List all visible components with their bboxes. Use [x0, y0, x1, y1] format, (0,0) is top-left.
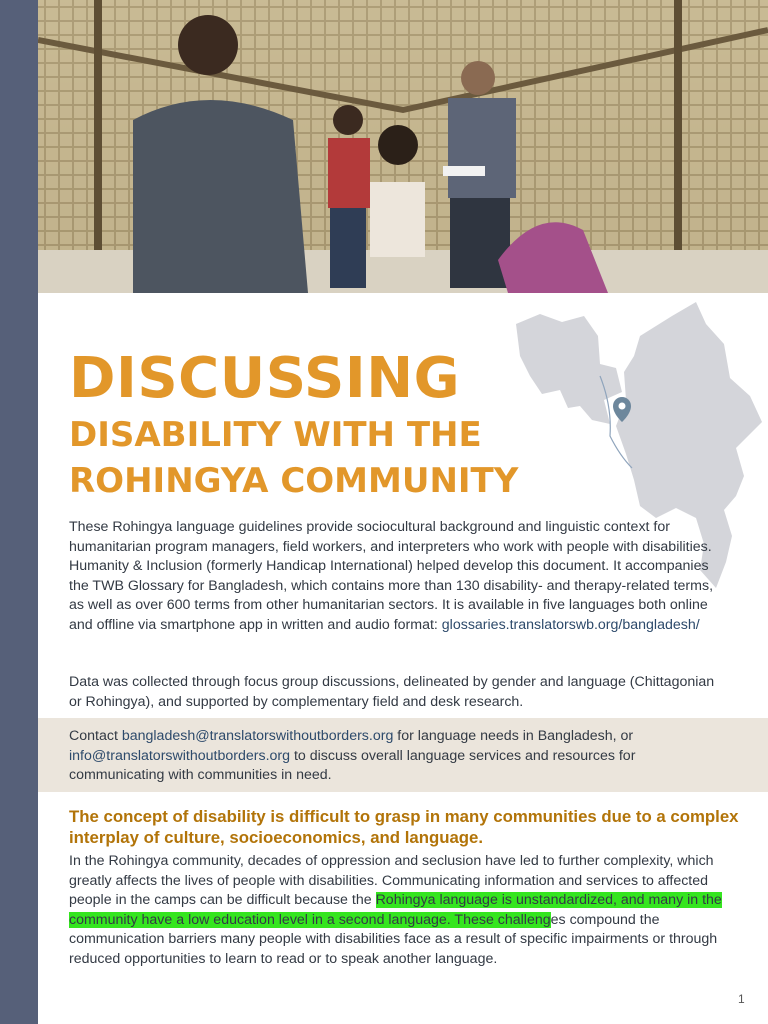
concept-heading: The concept of disability is difficult to grasp in many communities due to a complex interplay of culture, socioeconomics, and language.	[69, 807, 739, 847]
intro-paragraph	[69, 518, 719, 635]
contact-text	[69, 727, 729, 786]
page-title: DISCUSSING	[69, 346, 461, 411]
concept-text-before: In the Rohingya community, decades of oppression and seclusion have led to further complexity, which greatly affects the lives of people with disabilities. Communicating information and services to affected people in the camps can be difficult because the	[69, 853, 714, 908]
data-note-paragraph: Data was collected through focus group discussions, delineated by gender and language (Chittagonian or Rohingya), and supported by complementary field and desk research.	[69, 674, 715, 710]
page-number: 1	[738, 992, 745, 1006]
page-subtitle	[69, 412, 518, 504]
concept-paragraph	[69, 852, 729, 969]
contact-box	[38, 718, 768, 792]
info-email-link[interactable]: info@translatorswithoutborders.org	[69, 747, 291, 764]
bangladesh-email-link[interactable]: bangladesh@translatorswithoutborders.org	[121, 728, 394, 744]
subtitle-line-2: ROHINGYA COMMUNITY	[69, 461, 519, 501]
intro-text: These Rohingya language guidelines provide sociocultural background and linguistic context for humanitarian program managers, field workers, and interpreters who work with people with disabilities. Humanity & Inclusion (formerly Handicap International) helped develop this document. It accompanies the TWB Glossary for Bangladesh, which contains more than 130 disability- and therapy-related terms, as well as over 600 terms from other humanitarian sectors. It is available in five languages both online and offline via smartphone app in written and audio format:	[69, 519, 714, 633]
highlighted-text: Rohingya language is unstandardized, and many in the community have a low education level in a second language. These challeng	[69, 892, 722, 928]
glossary-link[interactable]: glossaries.translatorswb.org/bangladesh/	[441, 616, 700, 633]
contact-middle: for language needs in Bangladesh, or	[393, 728, 634, 744]
subtitle-line-1: DISABILITY WITH THE	[69, 415, 482, 455]
cover-photo	[38, 0, 768, 293]
concept-text-after: es compound the communication barriers many people with disabilities face as a result of specific impairments or through reduced opportunities to learn to read or to speak another language.	[69, 911, 718, 967]
contact-suffix: to discuss overall language services and resources for communicating with communities in need.	[69, 747, 636, 783]
side-bar	[0, 0, 38, 1024]
contact-prefix: Contact	[69, 728, 122, 744]
